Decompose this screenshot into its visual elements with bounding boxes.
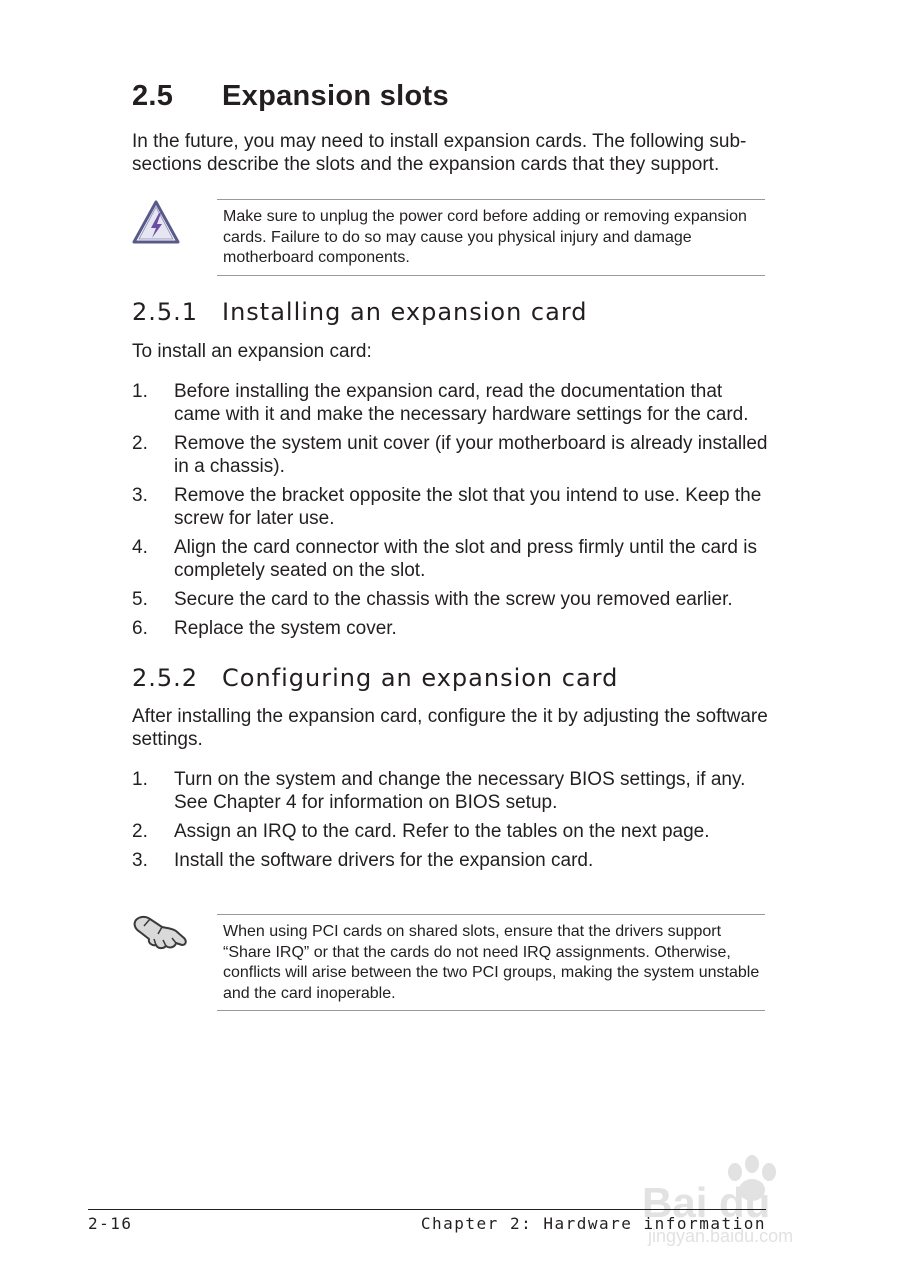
list-item: 3. Install the software drivers for the expansion card.: [132, 850, 594, 871]
subsection-2-intro: After installing the expansion card, configure the it by adjusting the software settings.: [132, 706, 768, 750]
subsection-2-heading: [132, 664, 618, 692]
list-item: 6. Replace the system cover.: [132, 618, 397, 639]
subsection-1-number: 2.5.1: [132, 298, 199, 326]
footer-rule: [88, 1209, 766, 1210]
list-item: 3. Remove the bracket opposite the slot that you intend to use. Keep the screw for later use.: [132, 485, 762, 529]
page-number: 2-16: [88, 1214, 133, 1233]
section-title: Expansion slots: [222, 80, 449, 112]
info-note-text: When using PCI cards on shared slots, ensure that the drivers support “Share IRQ” or that the cards do not need IRQ assignments. Otherwise, conflicts will arise between the two PCI groups, making the system unstable and the card inoperable.: [223, 923, 760, 1002]
watermark-brand: Bai du: [642, 1179, 771, 1226]
watermark-site: jingyan.baidu.com: [648, 1226, 794, 1246]
subsection-2-title: Configuring an expansion card: [222, 664, 619, 692]
list-item: 2. Assign an IRQ to the card. Refer to the tables on the next page.: [132, 821, 710, 842]
install-steps-list: [132, 380, 772, 646]
list-item: 1. Turn on the system and change the necessary BIOS settings, if any. See Chapter 4 for information on BIOS setup.: [132, 769, 746, 813]
list-item: 4. Align the card connector with the slot and press firmly until the card is completely seated on the slot.: [132, 537, 757, 581]
warning-lightning-icon: [130, 198, 182, 246]
section-number: 2.5: [132, 80, 174, 112]
subsection-2-number: 2.5.2: [132, 664, 199, 692]
section-intro: In the future, you may need to install expansion cards. The following sub-sections describe the slots and the expansion cards that they support.: [132, 131, 747, 175]
section-heading: [132, 80, 449, 113]
list-item: 1. Before installing the expansion card, read the documentation that came with it and make the necessary hardware settings for the card.: [132, 381, 749, 425]
warning-note-text: Make sure to unplug the power cord before adding or removing expansion cards. Failure to do so may cause you physical injury and damage motherboard components.: [223, 208, 747, 266]
subsection-1-title: Installing an expansion card: [222, 298, 588, 326]
list-item: 5. Secure the card to the chassis with the screw you removed earlier.: [132, 589, 733, 610]
subsection-1-heading: [132, 298, 588, 326]
subsection-1-intro: To install an expansion card:: [132, 341, 372, 362]
info-note: [217, 914, 765, 1011]
chapter-title: Chapter 2: Hardware information: [420, 1214, 766, 1233]
warning-note: [217, 199, 765, 276]
pointing-hand-icon: [132, 910, 190, 956]
configure-steps-list: [132, 768, 772, 878]
list-item: 2. Remove the system unit cover (if your motherboard is already installed in a chassis).: [132, 433, 768, 477]
